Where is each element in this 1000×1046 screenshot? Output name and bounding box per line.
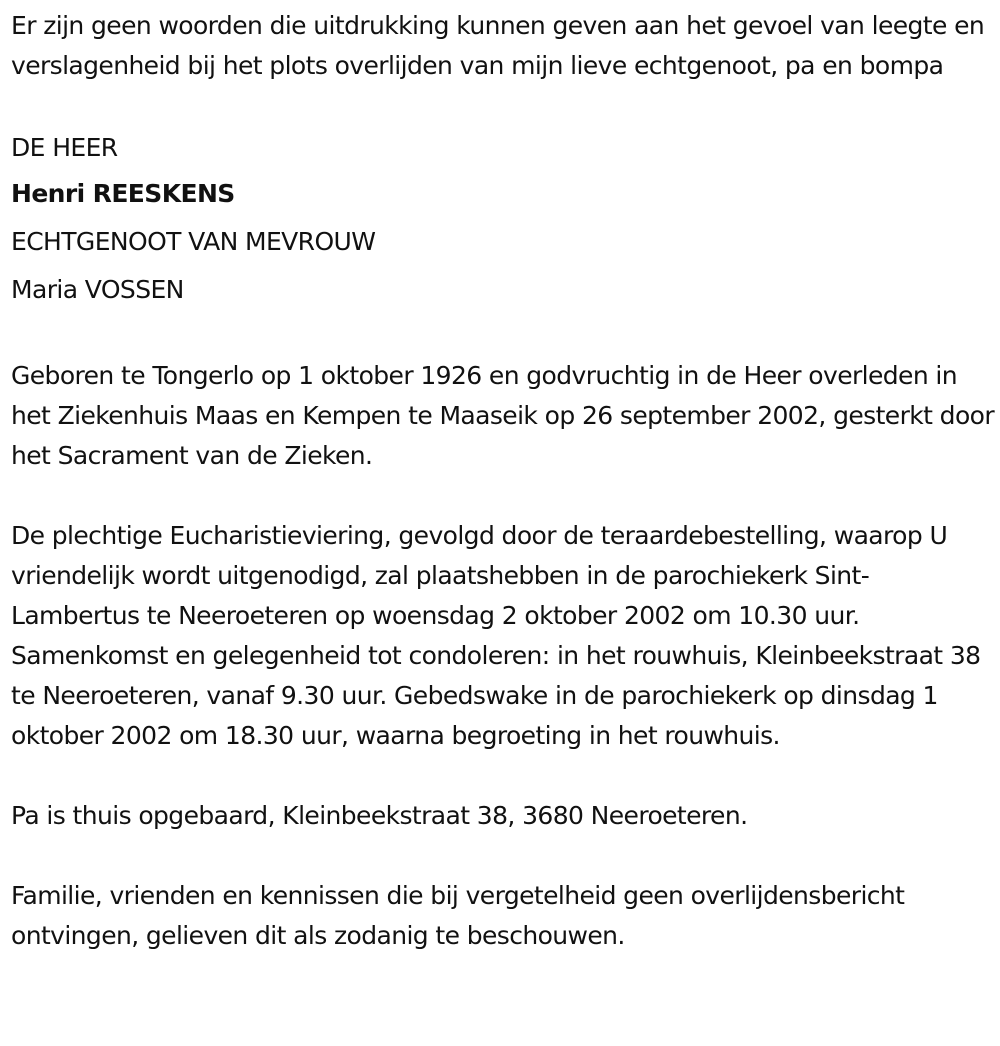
death-notice	[11, 6, 996, 956]
spacer	[11, 756, 996, 796]
intro-paragraph: Er zijn geen woorden die uitdrukking kunnen geven aan het gevoel van leegte en verslagenheid bij het plots overlijden van mijn lieve echtgenoot, pa en bompa	[11, 11, 985, 80]
closing-paragraph: Familie, vrienden en kennissen die bij vergetelheid geen overlijdensbericht ontvingen, gelieven dit als zodanig te beschouwen.	[11, 881, 905, 950]
spouse-title: ECHTGENOOT VAN MEVROUW	[11, 227, 376, 256]
deceased-name: Henri REESKENS	[11, 179, 235, 208]
spouse-name: Maria VOSSEN	[11, 275, 184, 304]
laid-out-paragraph: Pa is thuis opgebaard, Kleinbeekstraat 38, 3680 Neeroeteren.	[11, 801, 748, 830]
birth-death-paragraph: Geboren te Tongerlo op 1 oktober 1926 en godvruchtig in de Heer overleden in het Ziekenhuis Maas en Kempen te Maaseik op 26 september 2002, gesterkt door het Sacrament van de Zieken.	[11, 361, 995, 470]
spacer	[11, 476, 996, 516]
title-heer: DE HEER	[11, 133, 118, 162]
spacer	[11, 86, 996, 126]
spacer	[11, 836, 996, 876]
spacer	[11, 314, 996, 356]
ceremony-paragraph: De plechtige Eucharistieviering, gevolgd door de teraardebestelling, waarop U vriendelijk wordt uitgenodigd, zal plaatshebben in de parochiekerk Sint-Lambertus te Neeroeteren op woensdag 2 oktober 2002 om 10.30 uur. Samenkomst en gelegenheid tot condoleren: in het rouwhuis, Kleinbeekstraat 38 te Neeroeteren, vanaf 9.30 uur. Gebedswake in de parochiekerk op dinsdag 1 oktober 2002 om 18.30 uur, waarna begroeting in het rouwhuis.	[11, 521, 981, 750]
